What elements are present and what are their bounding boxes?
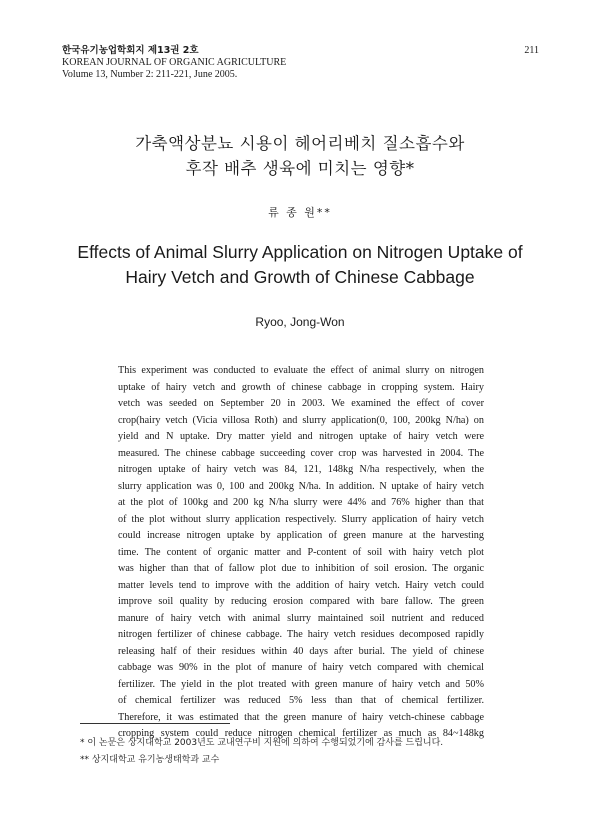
abstract-line: This experiment was conducted to evaluate the effect of animal slurry on nitrogen: [118, 365, 484, 376]
journal-header: [62, 45, 286, 81]
english-author: Ryoo, Jong-Won: [255, 315, 345, 329]
abstract-line: matter levels tend to improve with the addition of hairy vetch. Hairy vetch could: [118, 579, 484, 591]
volume-info: Volume 13, Number 2: 211-221, June 2005.: [62, 69, 238, 80]
english-title-line-2: Hairy Vetch and Growth of Chinese Cabbage: [125, 267, 475, 287]
footnote-affiliation: ** 상지대학교 유기농생태학과 교수: [80, 755, 220, 765]
abstract-line: of chemical fertilizer was reduced 5% less than that of chemical fertilizer.: [118, 695, 484, 706]
abstract-line: time. The content of organic matter and P-content of soil with hairy vetch plot: [118, 546, 484, 558]
abstract-line: Therefore, it was estimated that the green manure of hairy vetch-chinese cabbage: [118, 711, 484, 723]
abstract-line: could increase nitrogen uptake by application of green manure at the harvesting: [118, 530, 484, 541]
abstract: [118, 363, 484, 743]
abstract-line: of the plot without slurry application respectively. Slurry application of hairy vetch: [118, 513, 484, 525]
abstract-line: crop(hairy vetch (Vicia villosa Roth) and slurry application(0, 100, 200kg N/ha) on: [118, 414, 484, 426]
abstract-line: nitrogen uptake of hairy vetch was 84, 121, 148kg N/ha respectively, when the: [118, 464, 484, 475]
english-title: [0, 240, 600, 290]
korean-author: 류 종 원**: [268, 206, 332, 219]
abstract-line: measured. The chinese cabbage succeeding cover crop was harvested in 2004. The: [118, 447, 484, 459]
abstract-line: at the plot of 100kg and 200 kg N/ha slurry were 44% and 76% higher than that: [118, 497, 484, 508]
korean-title: [0, 131, 600, 181]
abstract-line: was higher than that of fallow plot due to inhibition of soil erosion. The organic: [118, 563, 484, 574]
abstract-line: cropping system could reduce nitrogen chemical fertilizer as much as 84~148kg: [118, 728, 484, 739]
abstract-line: cabbage was 90% in the plot of manure of hairy vetch compared with chemical: [118, 662, 484, 673]
korean-title-line-1: 가축액상분뇨 시용이 헤어리베치 질소흡수와: [135, 134, 465, 153]
abstract-line: vetch was seeded on September 20 in 2003. We examined the effect of cover: [118, 398, 484, 409]
journal-name-english: KOREAN JOURNAL OF ORGANIC AGRICULTURE: [62, 57, 287, 68]
page-number: 211: [524, 45, 539, 56]
abstract-line: nitrogen fertilizer of chinese cabbage. The hairy vetch residues decomposed rapidly: [118, 629, 484, 640]
abstract-line: fertilizer. The yield in the plot treated with green manure of hairy vetch and 50%: [118, 678, 484, 690]
footnote-divider: [80, 723, 230, 724]
abstract-line: manure of hairy vetch with animal slurry maintained soil nutrient and reduced: [118, 612, 484, 624]
korean-title-line-2: 후작 배추 생육에 미치는 영향*: [185, 159, 415, 178]
footnotes: [80, 735, 443, 769]
english-title-line-1: Effects of Animal Slurry Application on Nitrogen Uptake of: [77, 242, 523, 262]
abstract-line: slurry application was 0, 100 and 200kg N/ha. In addition. N uptake of hairy vetch: [118, 480, 484, 492]
abstract-line: yield and N uptake. Dry matter yield and nitrogen uptake of hairy vetch were: [118, 431, 484, 442]
abstract-line: uptake of hairy vetch and growth of chinese cabbage in cropping system. Hairy: [118, 381, 484, 393]
footnote-funding: * 이 논문은 상지대학교 2003년도 교내연구비 지원에 의하여 수행되었기에 감사를 드립니다.: [80, 738, 444, 748]
abstract-line: improve soil quality by reducing erosion compared with bare fallow. The green: [118, 596, 484, 607]
journal-name-korean: 한국유기농업학회지 제13권 2호: [62, 45, 199, 56]
abstract-line: releasing half of their residues within 40 days after burial. The yield of chinese: [118, 645, 484, 657]
